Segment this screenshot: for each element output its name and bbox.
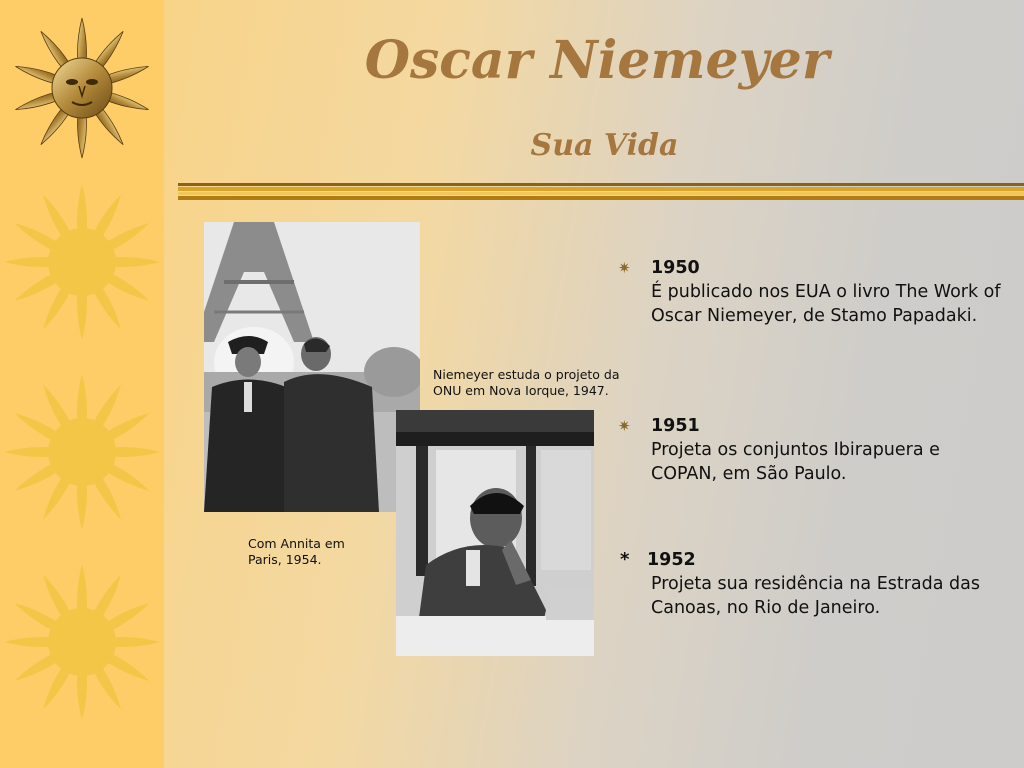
caption-paris: Com Annita em Paris, 1954. — [248, 536, 345, 567]
entry-text: É publicado nos EUA o livro The Work of Oscar Niemeyer, de Stamo Papadaki. — [651, 282, 1001, 326]
entry-text: Projeta os conjuntos Ibirapuera e COPAN, em São Paulo. — [651, 440, 940, 484]
slide-subtitle: Sua Vida — [530, 128, 679, 163]
asterisk-bullet-icon: * — [620, 549, 630, 570]
sun-icon — [4, 564, 160, 720]
star-bullet-icon: ✷ — [618, 259, 631, 277]
timeline-entry-1952 — [618, 548, 1018, 628]
caption-onu: Niemeyer estuda o projeto da ONU em Nova Iorque, 1947. — [433, 367, 620, 398]
entry-text: Projeta sua residência na Estrada das Canoas, no Rio de Janeiro. — [651, 574, 981, 618]
timeline-entry-1951 — [618, 414, 1018, 494]
entry-year: 1952 — [647, 550, 696, 570]
sun-icon — [4, 374, 160, 530]
timeline-entry-1950 — [618, 256, 1018, 356]
gold-divider-rule — [178, 183, 1024, 203]
sun-icon — [4, 184, 160, 340]
photo-paris — [204, 222, 420, 512]
entry-year: 1950 — [651, 258, 700, 278]
sun-sidebar — [0, 0, 164, 768]
star-bullet-icon: ✷ — [618, 417, 631, 435]
gold-sun-face-icon — [14, 18, 150, 158]
entry-year: 1951 — [651, 416, 700, 436]
photo-onu — [396, 410, 594, 656]
slide-title: Oscar Niemeyer — [364, 30, 830, 91]
